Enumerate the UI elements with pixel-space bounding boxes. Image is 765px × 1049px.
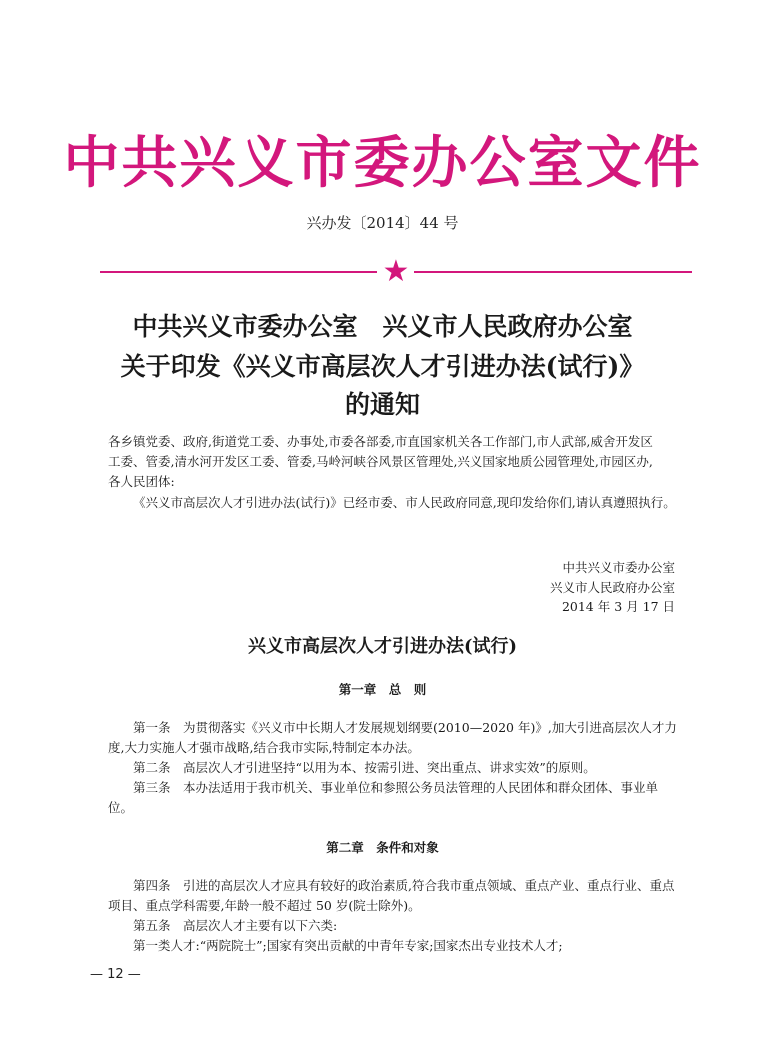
article-line: 位。 <box>108 800 134 815</box>
star-icon: ★ <box>382 254 410 289</box>
article-line: 第一条 为贯彻落实《兴义市中长期人才发展规划纲要(2010—2020 年)》,加大引进高层次人才力 <box>133 720 677 735</box>
recipients <box>108 432 683 492</box>
recipients-line: 各人民团体: <box>108 474 175 489</box>
notice-title-line-3: 的通知 <box>344 390 420 419</box>
notice-title-line-2: 关于印发《兴义市高层次人才引进办法(试行)》 <box>120 352 645 381</box>
signature-date: 2014 年 3 月 17 日 <box>561 599 675 614</box>
recipients-line: 工委、管委,清水河开发区工委、管委,马岭河峡谷风景区管理处,兴义国家地质公园管理处,市园区办, <box>108 454 653 469</box>
article-2 <box>108 758 685 778</box>
article-line: 第三条 本办法适用于我市机关、事业单位和参照公务员法管理的人民团体和群众团体、事业单 <box>133 780 659 795</box>
notice-title-line-1: 中共兴义市委办公室 兴义市人民政府办公室 <box>132 312 633 341</box>
article-line: 第一类人才:“两院院士”;国家有突出贡献的中青年专家;国家杰出专业技术人才; <box>133 938 563 953</box>
category-1 <box>108 936 685 956</box>
page-number: — 12 — <box>90 967 141 982</box>
red-divider-left <box>100 271 377 273</box>
article-line: 度,大力实施人才强市战略,结合我市实际,特制定本办法。 <box>108 740 420 755</box>
article-line: 项目、重点学科需要,年龄一般不超过 50 岁(院士除外)。 <box>108 898 421 913</box>
notice-content: 《兴义市高层次人才引进办法(试行)》已经市委、市人民政府同意,现印发给你们,请认真遵照执行。 <box>133 495 676 510</box>
article-line: 第二条 高层次人才引进坚持“以用为本、按需引进、突出重点、讲求实效”的原则。 <box>133 760 596 775</box>
signature-org-2: 兴义市人民政府办公室 <box>549 580 675 595</box>
chapter-1-heading: 第一章 总 则 <box>338 682 427 697</box>
chapter-2-heading: 第二章 条件和对象 <box>326 840 439 855</box>
article-4 <box>108 876 685 916</box>
red-divider-right <box>414 271 692 273</box>
regulation-title: 兴义市高层次人才引进办法(试行) <box>247 636 518 657</box>
signature-org-1: 中共兴义市委办公室 <box>562 560 675 575</box>
article-5 <box>108 916 685 936</box>
masthead-title: 中共兴义市委办公室文件 <box>63 130 702 196</box>
recipients-line: 各乡镇党委、政府,街道党工委、办事处,市委各部委,市直国家机关各工作部门,市人武部,威舍开发区 <box>108 434 653 449</box>
document-number: 兴办发〔2014〕44 号 <box>306 214 459 232</box>
article-line: 第四条 引进的高层次人才应具有较好的政治素质,符合我市重点领域、重点产业、重点行业、重点 <box>133 878 675 893</box>
article-1 <box>108 718 685 758</box>
article-3 <box>108 778 685 818</box>
article-line: 第五条 高层次人才主要有以下六类: <box>133 918 338 933</box>
